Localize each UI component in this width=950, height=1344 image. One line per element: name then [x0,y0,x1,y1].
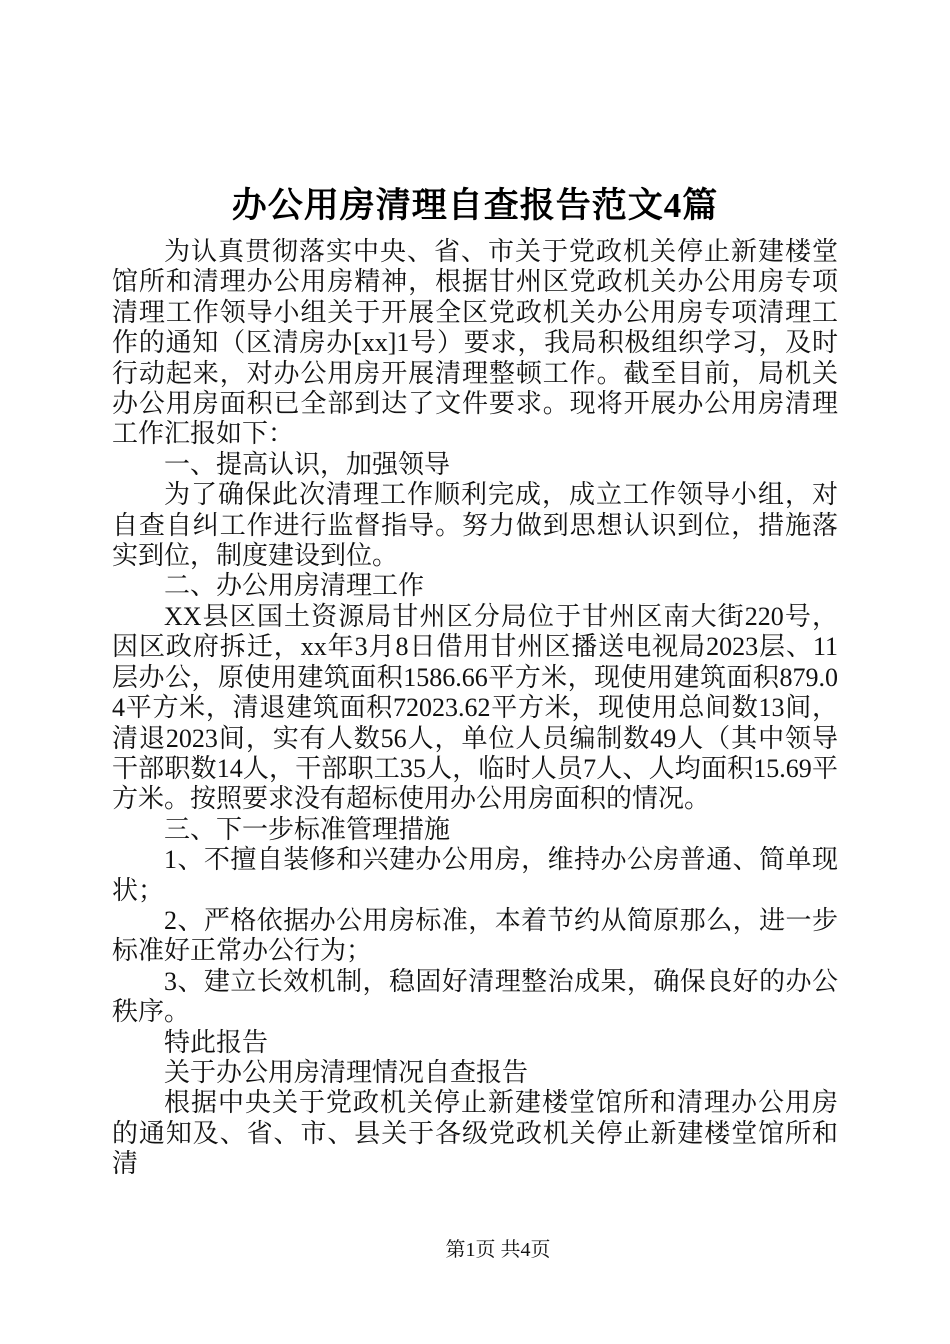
paragraph: 为认真贯彻落实中央、省、市关于党政机关停止新建楼堂馆所和清理办公用房精神，根据甘州区党政机关办公用房专项清理工作领导小组关于开展全区党政机关办公用房专项清理工作的通知（区清房办[xx]1号）要求，我局积极组织学习，及时行动起来，对办公用房开展清理整顿工作。截至目前，局机关办公用房面积已全部到达了文件要求。现将开展办公用房清理工作汇报如下： [112,237,838,449]
paragraph: 2、严格依据办公用房标准，本着节约从简原那么，进一步标准好正常办公行为； [112,905,838,966]
paragraph: 为了确保此次清理工作顺利完成，成立工作领导小组，对自查自纠工作进行监督指导。努力做到思想认识到位，措施落实到位，制度建设到位。 [112,480,838,571]
paragraph-list [112,237,838,1180]
paragraph: 二、办公用房清理工作 [164,571,425,601]
paragraph: XX县区国土资源局甘州区分局位于甘州区南大街220号，因区政府拆迁，xx年3月8日借用甘州区播送电视局2023层、11层办公，原使用建筑面积1586.66平方米，现使用建筑面积879.04平方米，清退建筑面积72023.62平方米，现使用总间数13间，清退2023间，实有人数56人，单位人员编制数49人（其中领导干部职数14人，干部职工35人，临时人员7人、人均面积15.69平方米。按照要求没有超标使用办公用房面积的情况。 [112,601,838,814]
paragraph: 关于办公用房清理情况自查报告 [164,1057,529,1087]
paragraph: 特此报告 [164,1027,269,1057]
page-indicator: 第1页 共4页 [445,1239,551,1261]
paragraph: 三、下一步标准管理措施 [164,814,451,844]
page-footer [138,1238,858,1262]
document-body [112,184,838,1180]
paragraph: 根据中央关于党政机关停止新建楼堂馆所和清理办公用房的通知及、省、市、县关于各级党政机关停止新建楼堂馆所和清 [112,1088,838,1179]
paragraph: 1、不擅自装修和兴建办公用房，维持办公房普通、简单现状； [112,845,838,905]
paragraph: 一、提高认识，加强领导 [164,449,451,479]
document-title: 办公用房清理自查报告范文4篇 [231,186,719,225]
paragraph: 3、建立长效机制，稳固好清理整治成果，确保良好的办公秩序。 [112,966,838,1027]
